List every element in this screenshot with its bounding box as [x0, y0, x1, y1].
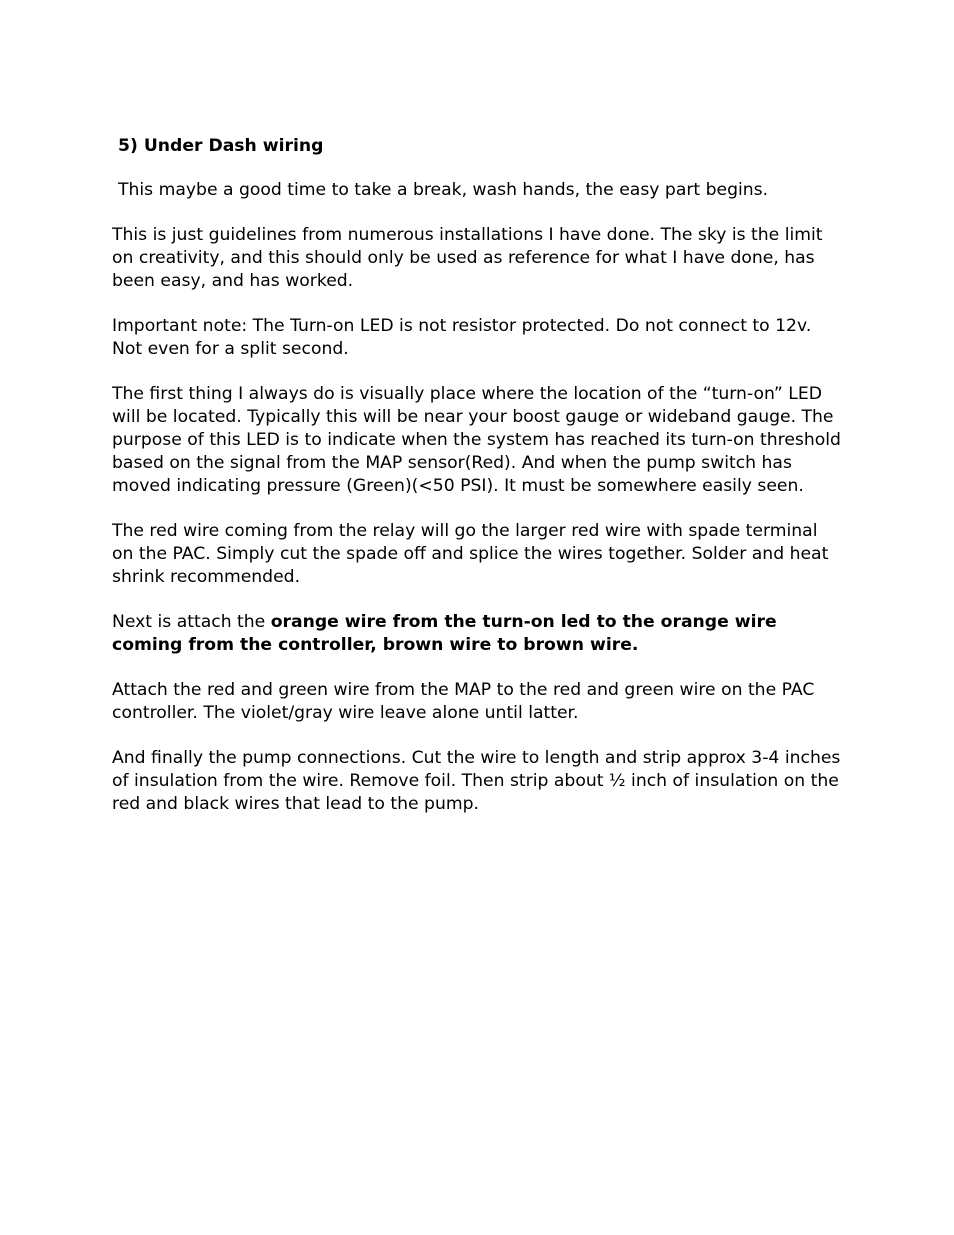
paragraph-important-note: Important note: The Turn-on LED is not resistor protected. Do not connect to 12v. Not even for a split second. — [112, 316, 812, 359]
paragraph-pump-connections: And finally the pump connections. Cut the wire to length and strip approx 3-4 inches of insulation from the wire. Remove foil. Then strip about ½ inch of insulation on the red and black wires that lead to the pump. — [112, 748, 841, 814]
paragraph-orange-wire-plain: Next is attach the — [112, 612, 271, 632]
section-number: 5) — [118, 136, 138, 156]
paragraph-orange-wire — [112, 611, 842, 657]
section-heading — [118, 134, 842, 158]
paragraph-intro: This maybe a good time to take a break, wash hands, the easy part begins. — [118, 180, 769, 200]
section-title: Under Dash wiring — [143, 136, 324, 156]
document-body — [112, 134, 842, 838]
paragraph-led-location: The first thing I always do is visually place where the location of the “turn-on” LED will be located. Typically this will be near your boost gauge or wideband gauge. The purpose of this LED is to indicate when the system has reached its turn-on threshold based on the signal from the MAP sensor(Red). And when the pump switch has moved indicating pressure (Green)(<50 PSI). It must be somewhere easily seen. — [112, 384, 841, 496]
paragraph-guidelines: This is just guidelines from numerous installations I have done. The sky is the limit on creativity, and this should only be used as reference for what I have done, has been easy, and has worked. — [112, 225, 823, 291]
paragraph-orange-wire-bold: orange wire from the turn-on led to the orange wire coming from the controller, brown wire to brown wire. — [112, 612, 777, 655]
paragraph-relay-wire: The red wire coming from the relay will go the larger red wire with spade terminal on the PAC. Simply cut the spade off and splice the wires together. Solder and heat shrink recommended. — [112, 521, 829, 587]
paragraph-map-wires: Attach the red and green wire from the MAP to the red and green wire on the PAC controller. The violet/gray wire leave alone until latter. — [112, 680, 815, 723]
